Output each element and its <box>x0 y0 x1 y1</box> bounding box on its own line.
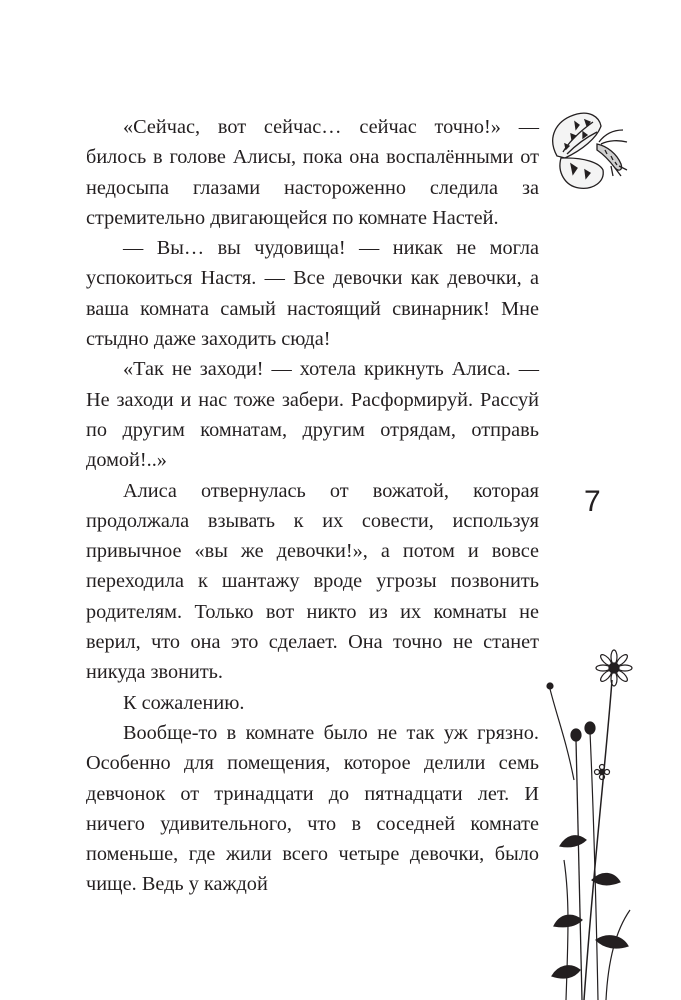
paragraph-3: «Так не заходи! — хотела крикнуть Алиса. — Не заходи и нас тоже забери. Расформируй. Рассуй по другим комнатам, другим отрядам, отправь домой!..» <box>86 358 539 472</box>
paragraph-1: «Сейчас, вот сейчас… сейчас точно!» — билось в голове Алисы, пока она воспалёнными от недосыпа глазами настороженно следила за стремительно двигающейся по комнате Настей. <box>86 116 539 229</box>
moth-illustration <box>527 108 647 198</box>
paragraph-4: Алиса отвернулась от вожатой, которая продолжала взывать к их совести, используя привычное «вы же девочки!», а потом и вовсе переходила к шантажу вроде угрозы позвонить родителям. Только вот никто из их комнаты не верил, что она это сделает. Она точно не станет никуда звонить. <box>86 479 539 684</box>
body-text <box>86 112 539 900</box>
paragraph-2: — Вы… вы чудовища! — никак не могла успокоиться Настя. — Все девочки как девочки, а ваша комната самый настоящий свинарник! Мне стыдно даже заходить сюда! <box>86 237 539 351</box>
paragraph-5: К сожалению. <box>123 691 245 714</box>
page-number: 7 <box>584 485 601 518</box>
paragraph-6: Вообще-то в комнате было не так уж грязно. Особенно для помещения, которое делили семь девчонок от тринадцати до пятнадцати лет. И ничего удивительного, что в соседней комнате поменьше, где жили всего четыре девочки, было чище. Ведь у каждой <box>86 721 539 896</box>
wildflower-illustration <box>536 640 646 1000</box>
